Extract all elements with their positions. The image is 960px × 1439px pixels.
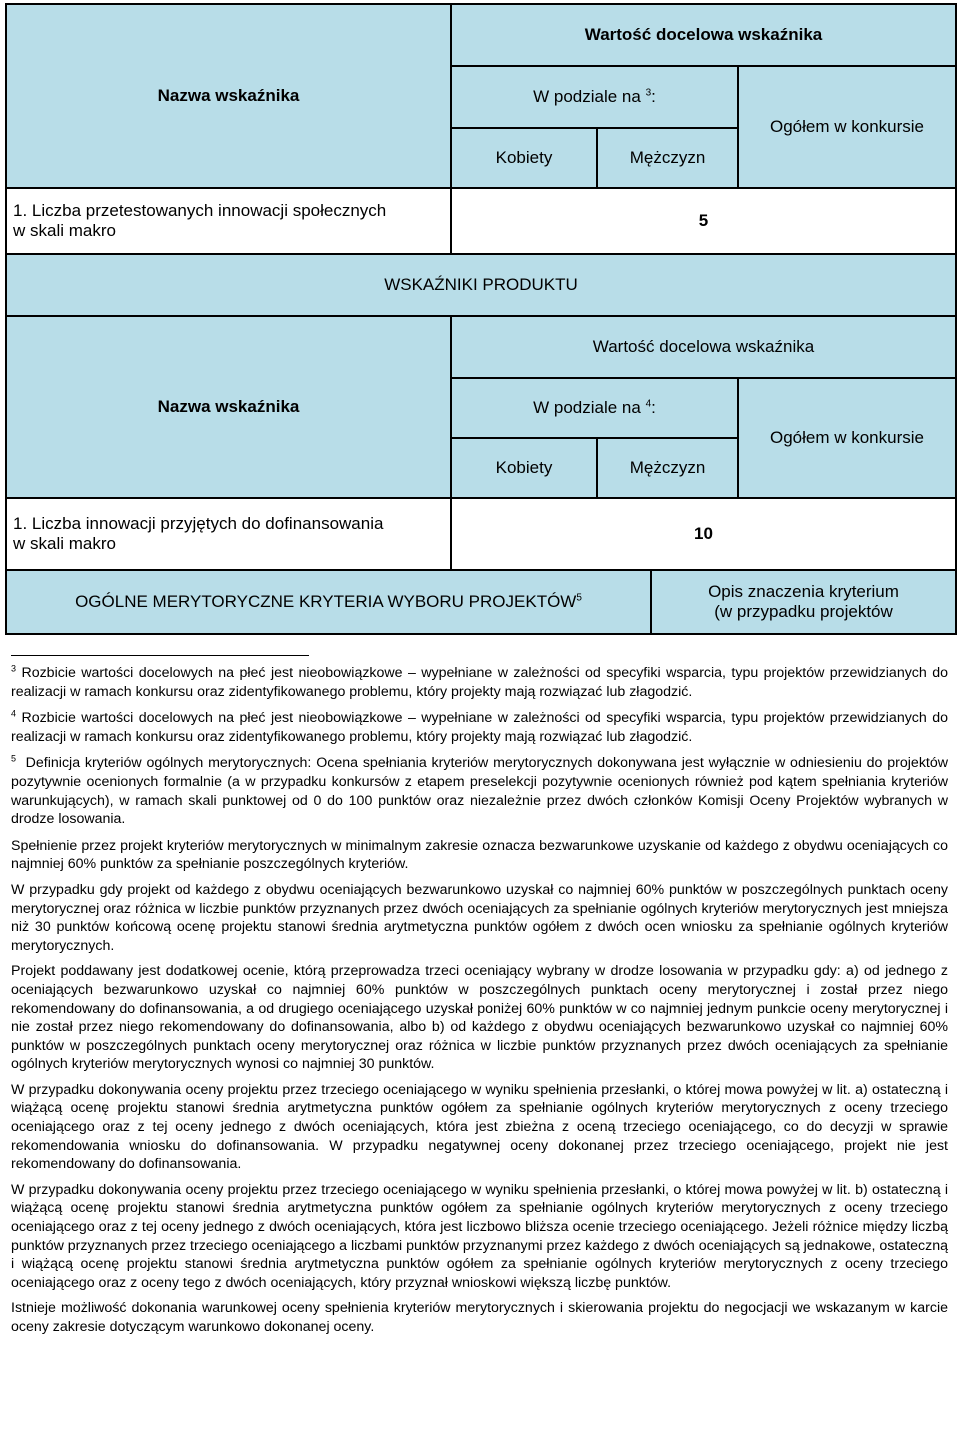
- men-header-2: Mężczyzn: [597, 438, 738, 498]
- footnote-paragraph-2: W przypadku gdy projekt od każdego z obydwu oceniających bezwarunkowo uzyskał co najmniej 60% punktów w poszczególnych punktach oceny merytorycznej oraz różnica w liczbie punktów przyznanych przez dwóch oceniających za spełnianie ogólnych kryteriów merytorycznych jest mniejsza niż 30 punktów końcową ocenę projektu stanowi średnia arytmetyczna punktów ogółem z dwóch ocen wniosku za spełnianie ogólnych kryteriów merytorycznych.: [11, 881, 948, 954]
- target-value-header-2: Wartość docelowa wskaźnika: [451, 316, 956, 378]
- footnote-paragraph-5: W przypadku dokonywania oceny projektu przez trzeciego oceniającego w wyniku spełnienia przesłanki, o której mowa powyżej w lit. b) ostateczną i wiążącą ocenę projektu stanowi średnia arytmetyczna punktów ogółem za spełnianie ogólnych kryteriów merytorycznych z oceny trzeciego oceniającego oraz z tej oceny jednego z dwóch oceniających, która jest liczbowo bliższa ocenie trzeciego oceniającego. Jeżeli różnice między liczbą punktów przyznanych przez trzeciego oceniającego a liczbami punktów przyznanymi przez każdego z dwóch oceniających są jednakowe, ostateczną i wiążącą ocenę projektu stanowi średnia arytmetyczna punktów ogółem za spełnianie ogólnych kryteriów merytorycznych z oceny trzeciego oceniającego oraz z oceny tego z dwóch oceniających, który przyznał wnioskowi większą liczbę punktów.: [11, 1181, 948, 1291]
- gender-split-header-2: W podziale na $^4$:: [451, 378, 738, 438]
- section-title-product-indicators: WSKAŹNIKI PRODUKTU: [6, 254, 956, 316]
- footnote-5: $^5$ Definicja kryteriów ogólnych merytorycznych: Ocena spełniania kryteriów merytorycznych dokonywana jest wyłącznie w odniesieniu do projektów pozytywnie ocenionych formalnie (a w przypadku konkursów z etapem preselekcji pozytywnie ocenionych również pod kątem spełniania kryteriów warunkujących), w ramach skali punktowej od 0 do 100 punktów oraz niezależnie przez dwóch członków Komisji Oceny Projektów wybranych w drodze losowania.: [11, 753, 948, 828]
- indicator-name-2: 1. Liczba innowacji przyjętych do dofinansowania w skali makro: [6, 498, 451, 570]
- footnote-paragraph-3: Projekt poddawany jest dodatkowej ocenie, którą przeprowadza trzeci oceniający wybrany w drodze losowania w przypadku gdy: a) od jednego z oceniających bezwarunkowo uzyskał co najmniej 60% punktów w poszczególnych punktach oceny merytorycznej i został przez niego rekomendowany do dofinansowania, a od drugiego oceniającego uzyskał poniżej 60% punktów w co najmniej jednym punkcie oceny merytorycznej i nie został przez niego rekomendowany do dofinansowania, albo b) od każdego z obydwu oceniających bezwarunkowo uzyskał co najmniej 60% punktów w poszczególnych punktach oceny merytorycznej oraz różnica w liczbie punktów przyznanych przez dwóch oceniających za spełnianie ogólnych kryteriów merytorycznych wynosi co najmniej 30 punktów.: [11, 963, 948, 1073]
- name-header-2: Nazwa wskaźnika: [6, 316, 451, 498]
- indicator-value-1: 5: [451, 188, 956, 254]
- women-header-2: Kobiety: [451, 438, 597, 498]
- footnotes: [11, 655, 948, 1344]
- footnote-paragraph-1: Spełnienie przez projekt kryteriów merytorycznych w minimalnym zakresie oznacza bezwarunkowe uzyskanie od każdego z obydwu oceniających co najmniej 60% punktów za spełnianie poszczególnych kryteriów.: [11, 837, 948, 873]
- product-indicators-table: [5, 315, 957, 571]
- total-header-1: Ogółem w konkursie: [738, 66, 956, 188]
- criteria-table: [5, 569, 957, 635]
- footnote-paragraph-6: Istnieje możliwość dokonania warunkowej oceny spełnienia kryteriów merytorycznych i skierowania projektu do negocjacji we wskazanym w karcie oceny zakresie dotyczącym warunkowo dokonanej oceny.: [11, 1300, 948, 1335]
- criteria-description-header: Opis znaczenia kryterium (w przypadku projektów: [651, 570, 956, 634]
- indicator-name-1: 1. Liczba przetestowanych innowacji społecznych w skali makro: [6, 188, 451, 254]
- footnote-paragraph-4: W przypadku dokonywania oceny projektu przez trzeciego oceniającego w wyniku spełnienia przesłanki, o której mowa powyżej w lit. a) ostateczną i wiążącą ocenę projektu stanowi średnia arytmetyczna punktów ogółem za spełnianie ogólnych kryteriów merytorycznych z oceny trzeciego oceniającego oraz z tej oceny jednego z dwóch oceniających, która jest zbieżna z oceną trzeciego oceniającego, co do decyzji w sprawie rekomendowania wniosku do dofinansowania. W przypadku negatywnej oceny dokonanej przez trzeciego oceniającego, projekt nie jest rekomendowany do dofinansowania.: [11, 1081, 948, 1173]
- men-header-1: Mężczyzn: [597, 128, 738, 188]
- target-value-header-1: Wartość docelowa wskaźnika: [451, 4, 956, 66]
- total-header-2: Ogółem w konkursie: [738, 378, 956, 498]
- footnote-4: $^4$ Rozbicie wartości docelowych na płeć jest nieobowiązkowe – wypełniane w zależności od specyfiki wsparcia, typu projektów przewidzianych do realizacji w ramach konkursu oraz zidentyfikowanego problemu, który projekty mają rozwiązać lub złagodzić.: [11, 708, 948, 745]
- indicator-value-2: 10: [451, 498, 956, 570]
- footnote-3: $^3$ Rozbicie wartości docelowych na płeć jest nieobowiązkowe – wypełniane w zależności od specyfiki wsparcia, typu projektów przewidzianych do realizacji w ramach konkursu oraz zidentyfikowanego problemu, który projekty mają rozwiązać lub złagodzić.: [11, 663, 948, 700]
- result-indicators-table: [5, 3, 957, 317]
- women-header-1: Kobiety: [451, 128, 597, 188]
- name-header-1: Nazwa wskaźnika: [6, 4, 451, 188]
- criteria-title: OGÓLNE MERYTORYCZNE KRYTERIA WYBORU PROJEKTÓW$^5$: [6, 570, 651, 634]
- gender-split-header-1: W podziale na $^3$:: [451, 66, 738, 128]
- footnote-separator: [11, 655, 309, 656]
